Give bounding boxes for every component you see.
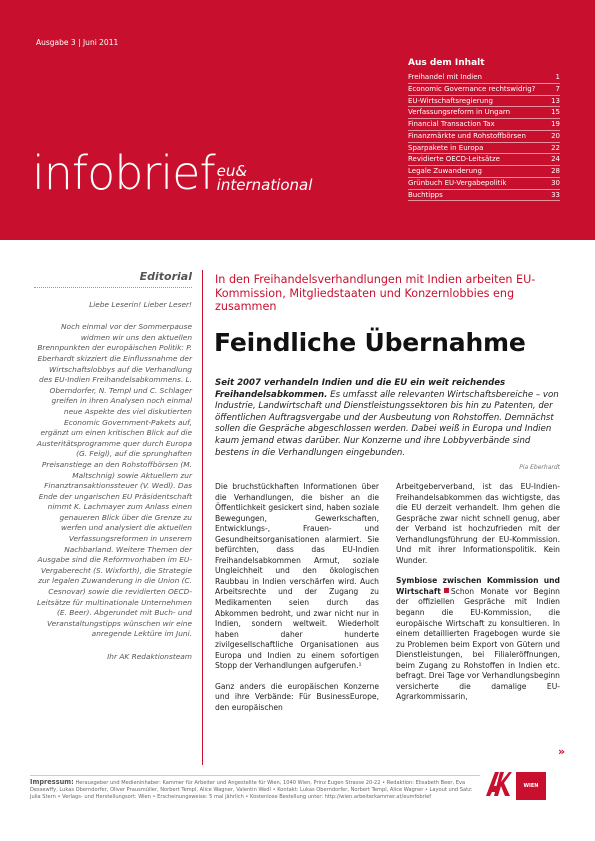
lead-text: Es umfasst alle relevanten Wirtschaftsbereiche – von Industrie, Landwirtschaft und Dienstleistungssektoren bis hin zu Patenten, der öffentlichen Auftragsvergabe und der Ausbeutung von Rohstoffen. Demnächst sollen die Gespräche abgeschlossen werden. Dabei weiß in Europa und Indien kaum jemand etwas darüber. Nur Konzerne und ihre Lobbyverbände sind bestens in die Verhandlungen eingebunden.: [215, 389, 559, 458]
impressum: [30, 775, 480, 801]
toc-item-page: 19: [551, 120, 560, 128]
toc-item-label: EU-Wirtschaftsregierung: [408, 96, 493, 105]
toc-item-page: 13: [551, 96, 560, 105]
toc-item-label: Finanzmärkte und Rohstoffbörsen: [408, 131, 526, 140]
article-kicker: In den Freihandelsverhandlungen mit Indien arbeiten EU-Kommission, Mitgliedstaaten und Konzernlobbies eng zusammen: [215, 273, 536, 313]
issue-label: Ausgabe 3 | Juni 2011: [36, 38, 119, 47]
impressum-label: Impressum:: [30, 778, 74, 786]
lead-bold: Seit 2007 verhandeln Indien und die EU ein weit reichendes Freihandelsabkommen.: [215, 378, 506, 400]
toc-item-page: 22: [551, 143, 560, 152]
toc-item-page: 15: [551, 108, 560, 117]
ak-wien-badge: WIEN: [516, 772, 546, 800]
toc-item-page: 30: [551, 178, 560, 187]
continue-arrow-icon: »: [558, 745, 566, 758]
paragraph: [396, 576, 560, 703]
toc-item: [408, 131, 560, 143]
toc-item: [408, 96, 560, 108]
toc-item: [408, 143, 560, 155]
toc-title: Aus dem Inhalt: [408, 58, 485, 68]
table-of-contents: [408, 58, 560, 201]
brand-subtitle: eu& international: [216, 162, 313, 194]
toc-item-page: 28: [551, 167, 560, 175]
article-column-2: [396, 482, 560, 703]
square-bullet-icon: [444, 588, 449, 593]
article-author: Pia Eberhardt: [519, 464, 560, 471]
toc-item-label: Sparpakete in Europa: [408, 143, 484, 152]
toc-item-page: 1: [555, 73, 560, 81]
toc-item-label: Grünbuch EU-Vergabepolitik: [408, 178, 507, 187]
editorial-column: [34, 272, 192, 663]
article-headline: Feindliche Übernahme: [214, 328, 526, 357]
brand-logo: [32, 146, 313, 200]
toc-item: [408, 166, 560, 178]
toc-item-page: 24: [551, 155, 560, 164]
section-subheading: Symbiose zwischen Kommission und Wirtschaft: [396, 576, 560, 596]
toc-item-label: Verfassungsreform in Ungarn: [408, 108, 511, 117]
paragraph: Arbeitgeberverband, ist das EU-Indien-Freihandelsabkommen das wichtigste, das die EU derzeit verhandelt. Ihm gehen die Gespräche zwar nicht schnell genug, aber der Verband ist hochzufrieden mit der Verhandlungsführung der EU-Kommission. Und mit ihrer Informationspolitik. Kein Wunder.: [396, 482, 560, 565]
toc-item: [408, 72, 560, 84]
editorial-title: Editorial: [34, 272, 192, 288]
toc-item-label: Freihandel mit Indien: [408, 73, 482, 81]
toc-item-page: 33: [551, 190, 560, 199]
toc-item: [408, 178, 560, 190]
toc-item: [408, 119, 560, 131]
toc-list: [408, 72, 560, 201]
toc-item-label: Revidierte OECD-Leitsätze: [408, 155, 500, 164]
toc-item-page: 7: [555, 84, 560, 93]
ak-logo-icon: [484, 770, 512, 798]
editorial-greeting: Liebe Leserin! Lieber Leser!: [89, 299, 192, 309]
toc-item: [408, 154, 560, 166]
toc-item-label: Legale Zuwanderung: [408, 167, 482, 175]
article-column-1: [215, 482, 379, 713]
impressum-text: Herausgeber und Medieninhaber: Kammer für Arbeiter und Angestellte für Wien, 1040 Wien, Prinz Eugen Strasse 20-22 • Redaktion: Elisabeth Beer, Eva Dessewffy, Lukas Oberndorfer, Oliver Prausmüller, Norbert Templ, Alice Wagner, Valentin Wedl • Kontakt: Lukas Oberndorfer, Norbert Templ, Alice Wagner • Layout und Satz: Julia Stern • Verlags- und Herstellungsort: Wien • Erscheinungsweise: 5 mal jährlich • Kostenlose Bestellung unter: http://wien.arbeiterkammer.at/eumfobrief: [30, 780, 473, 800]
toc-item-page: 20: [551, 131, 560, 140]
paragraph-text: Schon Monate vor Beginn der offiziellen Gespräche mit Indien begann die EU-Kommission, die europäische Wirtschaft zu konsultieren. In einem detaillierten Fragebogen wurde sie zu Problemen beim Export von Gütern und Dienstleistungen, bei Filialeröffnungen, beim Zugang zu Rohstoffen in Indien etc. befragt. Drei Tage vor Verhandlungsbeginn versicherte die damalige EU-Agrarkommissarin,: [396, 586, 560, 702]
editorial-signature: Ihr AK Redaktionsteam: [107, 652, 192, 661]
toc-item: [408, 107, 560, 119]
paragraph: Ganz anders die europäischen Konzerne und ihre Verbände: Für BusinessEurope, den europäischen: [215, 681, 379, 712]
toc-item-label: Financial Transaction Tax: [408, 120, 495, 128]
toc-item: [408, 190, 560, 202]
toc-item: [408, 84, 560, 96]
column-divider: [202, 270, 203, 765]
toc-item-label: Economic Governance rechtswidrig?: [408, 84, 536, 93]
masthead: [0, 0, 595, 240]
article-lead: [215, 378, 560, 459]
toc-item-label: Buchtipps: [408, 190, 443, 199]
brand-title: infobrief: [32, 146, 215, 200]
editorial-body: Noch einmal vor der Sommerpause widmen wir uns den aktuellen Brennpunkten der europäischen Politik: P. Eberhardt skizziert die Einflussnahme der Wirtschaftslobbys auf die Verhandlung des EU-Indien Freihandelsabkommens. L. Oberndorfer, N. Templ und C. Schlager greifen in ihren Analysen noch einmal neue Aspekte des viel diskutierten Economic Government-Pakets auf, ergänzt um einen kritischen Blick auf die Austeritätsprogramme quer durch Europa (G. Feigl), auf die sprunghaften Preisanstiege an den Rohstoffbörsen (M. Maltschnig) sowie Aktuellem zur Finanztransaktionssteuer (V. Wedl). Das Ende der ungarischen EU Präsidentschaft nimmt K. Lachmayer zum Anlass einen genaueren Blick über die Grenze zu werfen und analysiert die aktuellen Verfassungsreformen in unserem Nachbarland. Weitere Themen der Ausgabe sind die Reformvorhaben im EU-Vergaberecht (S. Wixforth), die Strategie zur legalen Zuwanderung in die Union (C. Cesnovar) sowie die revidierten OECD-Leitsätze für multinationale Unternehmen (E. Beer). Abgerundet mit Buch- und Veranstaltungstipps wünschen wir eine anregende Lektüre im Juni.: [36, 322, 192, 639]
paragraph: Die bruchstückhaften Informationen über die Verhandlungen, die bisher an die Öffentlichkeit gesickert sind, haben soziale Bewegungen, Gewerkschaften, Entwicklungs-, Frauen- und Gesundheitsorganisationen alarmiert. Sie befürchten, dass das EU-Indien Freihandelsabkommen Armut, soziale Ungleichheit und den ökologischen Raubbau in Indien verschärfen wird. Auch Arbeitsrechte und der Zugang zu Medikamenten seien durch das Abkommen bedroht, und zwar nicht nur in Indien, sondern weltweit. Wiederholt haben daher hunderte zivilgesellschaftliche Organisationen aus Europa und Indien zu einem sofortigen Stopp der Verhandlungen aufgerufen.¹: [215, 482, 379, 671]
